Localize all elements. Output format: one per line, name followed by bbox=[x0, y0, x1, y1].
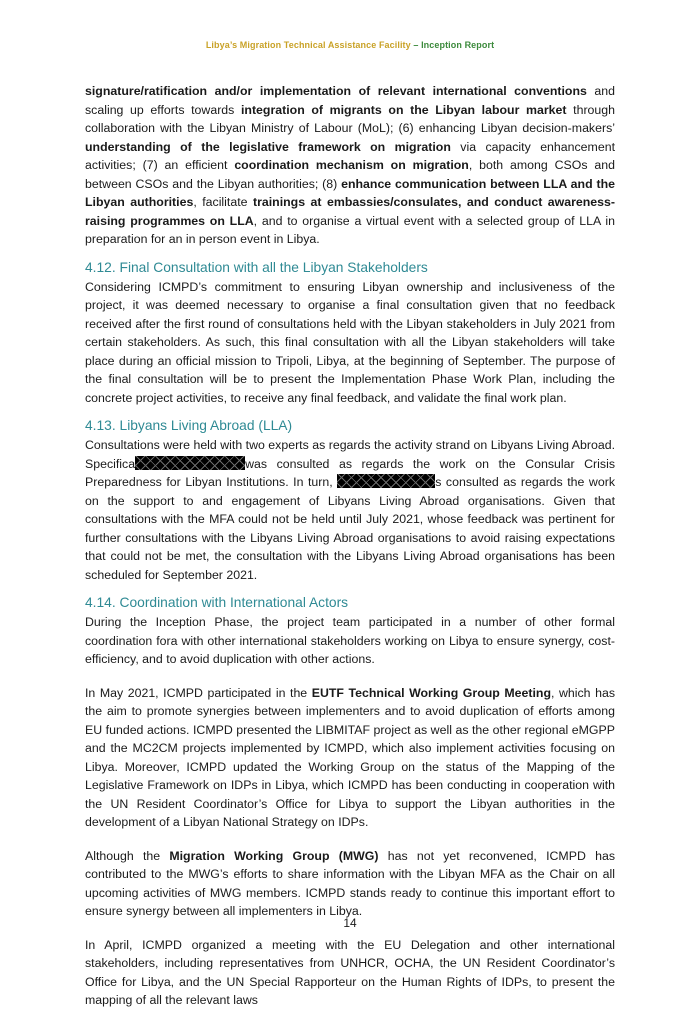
section-4-14-paragraph-4: In April, ICMPD organized a meeting with the EU Delegation and other international stakeholders, including representatives from UNHCR, OCHA, the UN Resident Coordinator’s Office for Libya, and the UN Special Rapporteur on the Human Rights of IDPs, to present the mapping of all the relevant laws bbox=[85, 937, 615, 1007]
section-4-12-paragraph: Considering ICMPD’s commitment to ensuring Libyan ownership and inclusiveness of the project, it was deemed necessary to organise a final consultation given that no feedback received after the first round of consultations held with the Libyan stakeholders in July 2021 from certain stakeholders. As such, this final consultation with all the Libyan stakeholders will take place during an official mission to Tripoli, Libya, at the beginning of September. The purpose of the final consultation will be to present the Implementation Phase Work Plan, including the concrete project activities, to receive any final feedback, and validate the final work plan. bbox=[85, 279, 615, 405]
section-heading-4-12: 4.12. Final Consultation with all the Libyan Stakeholders bbox=[85, 259, 428, 275]
section-4-13-paragraph: Consultations were held with two experts as regards the activity strand on Libyans Living Abroad. Specifica was consulted as regards the work on the Consular Crisis Preparedness for Libyan Institutions. In turn, s consulted as regards the work on the support to and engagement of Libyans Living Abroad organisations. Given that consultations with the MFA could not be held until July 2021, whose feedback was pertinent for further consultations with the Libyans Living Abroad organisations to avoid raising expectations that could not be met, the consultation with the Libyans Living Abroad organisations has been scheduled for September 2021. bbox=[85, 438, 615, 582]
section-heading-4-13: 4.13. Libyans Living Abroad (LLA) bbox=[85, 418, 293, 433]
header-report-type: – Inception Report bbox=[410, 40, 495, 50]
section-4-14-paragraph-1: During the Inception Phase, the project team participated in a number of other formal coordination fora with other international stakeholders working on Libya to ensure synergy, cost-efficiency, and to avoid duplication with other actions. bbox=[85, 615, 615, 666]
section-heading-4-14: 4.14. Coordination with International Actors bbox=[85, 595, 349, 610]
header-report-title: Libya’s Migration Technical Assistance Facility bbox=[205, 40, 411, 50]
section-4-14-paragraph-3: Although the Migration Working Group (MWG) has not yet reconvened, ICMPD has contributed to the MWG’s efforts to share information with the Libyan MFA as the Chair on all upcoming activities of MWG members. ICMPD stands ready to continue this important effort to ensure synergy between all implementers in Libya. bbox=[85, 848, 615, 918]
page-number: 14 bbox=[343, 916, 357, 930]
redaction-block bbox=[337, 474, 435, 488]
running-header bbox=[0, 40, 700, 50]
page-body bbox=[85, 82, 615, 1010]
section-4-14-paragraph-2: In May 2021, ICMPD participated in the EUTF Technical Working Group Meeting, which has the aim to promote synergies between implementers and to avoid duplication of efforts among EU funded actions. ICMPD presented the LIBMITAF project as well as the other regional eMGPP and the MC2CM projects implemented by ICMPD, which also implement activities focusing on Libya. Moreover, ICMPD updated the Working Group on the status of the Mapping of the Legislative Framework on IDPs in Libya, which ICMPD has been conducting in cooperation with the UN Resident Coordinator’s Office for Libya to support the Libyan authorities in the development of a Libyan National Strategy on IDPs. bbox=[85, 685, 615, 829]
intro-paragraph: signature/ratification and/or implementation of relevant international conventions and scaling up efforts towards integration of migrants on the Libyan labour market through collaboration with the Libyan Ministry of Labour (MoL); (6) enhancing Libyan decision-makers’ understanding of the legislative framework on migration via capacity enhancement activities; (7) an efficient coordination mechanism on migration, both among CSOs and between CSOs and the Libyan authorities; (8) enhance communication between LLA and the Libyan authorities, facilitate trainings at embassies/consulates, and conduct awareness-raising programmes on LLA, and to organise a virtual event with a selected group of LLA in preparation for an in person event in Libya. bbox=[85, 84, 616, 246]
redaction-block bbox=[135, 456, 245, 470]
